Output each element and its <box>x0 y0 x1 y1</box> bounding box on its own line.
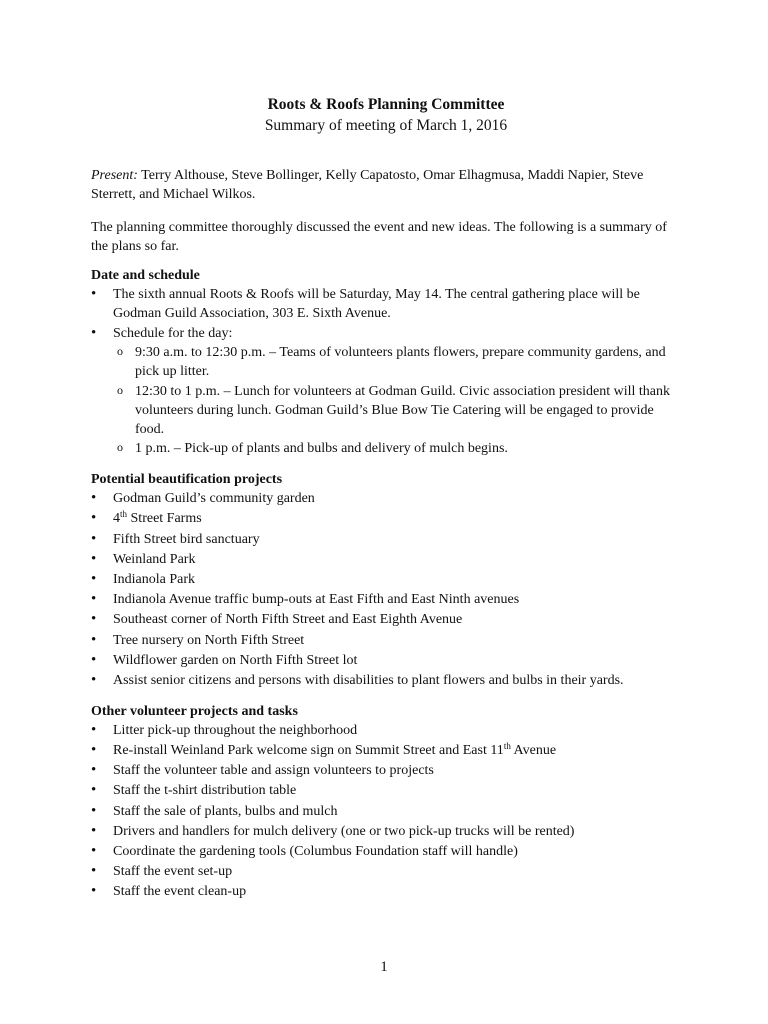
list-item: • Weinland Park <box>91 550 681 569</box>
list-item: • Southeast corner of North Fifth Street and East Eighth Avenue <box>91 610 681 629</box>
list-item: • The sixth annual Roots & Roofs will be Saturday, May 14. The central gathering place will be Godman Guild Association, 303 E. Sixth Avenue. <box>91 285 681 323</box>
list-item: • Assist senior citizens and persons with disabilities to plant flowers and bulbs in their yards. <box>91 671 681 690</box>
schedule-item: o 9:30 a.m. to 12:30 p.m. – Teams of volunteers plants flowers, prepare community gardens, and pick up litter. <box>113 343 681 381</box>
attendees-paragraph <box>91 166 681 204</box>
list-item <box>91 324 681 458</box>
list-item-text: Re-install Weinland Park welcome sign on Summit Street and East 11 <box>113 743 504 759</box>
present-label: Present: <box>91 168 138 183</box>
list-item: • Indianola Park <box>91 570 681 589</box>
list-item: • Litter pick-up throughout the neighborhood <box>91 721 681 740</box>
schedule-sublist <box>113 343 681 458</box>
list-item: • Staff the volunteer table and assign volunteers to projects <box>91 761 681 780</box>
beautification-list <box>91 489 681 690</box>
list-item-text: Street Farms <box>127 511 202 527</box>
list-item: • Tree nursery on North Fifth Street <box>91 631 681 650</box>
list-item: • Coordinate the gardening tools (Columbus Foundation staff will handle) <box>91 842 681 861</box>
list-item: • Staff the t-shirt distribution table <box>91 781 681 800</box>
ordinal-suffix: th <box>503 741 511 752</box>
document-title: Roots & Roofs Planning Committee <box>267 96 505 113</box>
section-heading-date-schedule: Date and schedule <box>91 268 200 283</box>
list-item: • Drivers and handlers for mulch delivery (one or two pick-up trucks will be rented) <box>91 822 681 841</box>
document-subtitle: Summary of meeting of March 1, 2016 <box>264 117 508 134</box>
list-item-text: Avenue <box>510 743 557 759</box>
list-item: • Staff the event clean-up <box>91 882 681 901</box>
list-item <box>91 509 681 528</box>
intro-paragraph: The planning committee thoroughly discussed the event and new ideas. The following is a summary of the plans so far. <box>91 220 667 254</box>
schedule-item: o 12:30 to 1 p.m. – Lunch for volunteers at Godman Guild. Civic association president will thank volunteers during lunch. Godman Guild’s Blue Bow Tie Catering will be engaged to provide food. <box>113 382 681 439</box>
volunteer-tasks-list <box>91 721 681 902</box>
date-schedule-list <box>91 285 681 458</box>
schedule-item: o 1 p.m. – Pick-up of plants and bulbs and delivery of mulch begins. <box>113 439 681 458</box>
section-heading-volunteer-tasks: Other volunteer projects and tasks <box>91 703 298 719</box>
document-body <box>91 95 681 903</box>
attendees-list: Terry Althouse, Steve Bollinger, Kelly Capatosto, Omar Elhagmusa, Maddi Napier, Steve Sterrett, and Michael Wilkos. <box>91 168 644 202</box>
list-item: • Staff the event set-up <box>91 862 681 881</box>
list-item: • Godman Guild’s community garden <box>91 489 681 508</box>
list-item: • Fifth Street bird sanctuary <box>91 530 681 549</box>
list-item: • Wildflower garden on North Fifth Street lot <box>91 651 681 670</box>
ordinal-suffix: th <box>120 509 128 520</box>
schedule-label: Schedule for the day: <box>113 326 233 342</box>
list-item: • Indianola Avenue traffic bump-outs at East Fifth and East Ninth avenues <box>91 590 681 609</box>
list-item-text: 4 <box>113 511 120 527</box>
page-number: 1 <box>380 959 388 975</box>
section-heading-beautification: Potential beautification projects <box>91 472 283 488</box>
list-item <box>91 741 681 760</box>
list-item: • Staff the sale of plants, bulbs and mulch <box>91 802 681 821</box>
